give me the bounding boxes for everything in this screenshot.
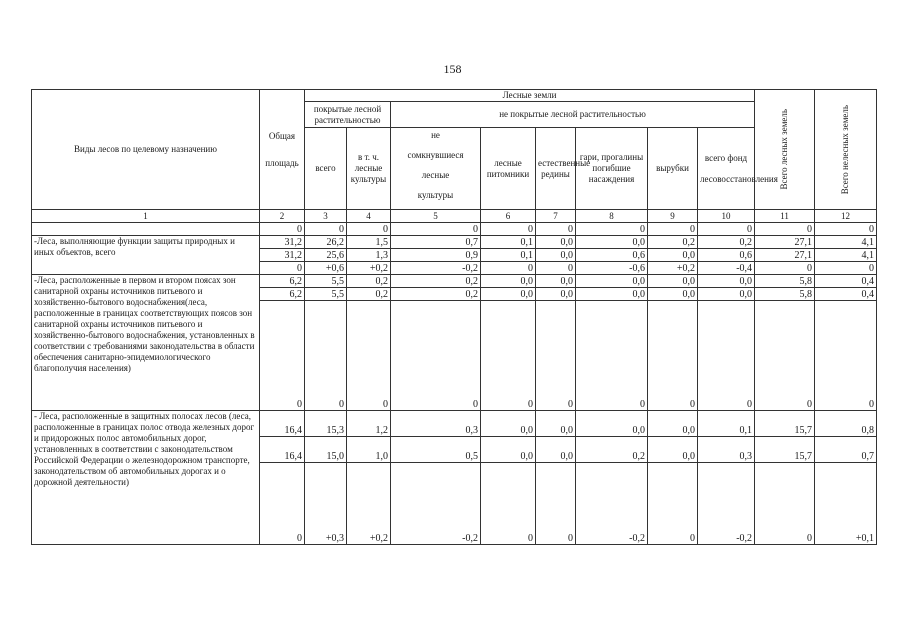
column-number: 7 xyxy=(536,210,576,223)
table-cell: 1,5 xyxy=(347,236,391,249)
col-all-header: всего xyxy=(305,128,347,210)
table-cell: 0 xyxy=(347,223,391,236)
table-cell: 0 xyxy=(576,301,648,411)
column-number: 12 xyxy=(815,210,877,223)
table-cell: -0,6 xyxy=(576,262,648,275)
table-cell: +0,1 xyxy=(815,463,877,545)
page-number: 158 xyxy=(443,62,462,76)
table-cell: 0,0 xyxy=(536,411,576,437)
column-number: 5 xyxy=(391,210,481,223)
table-cell: 1,2 xyxy=(347,411,391,437)
col-plantations-header: в т. ч. лесные культуры xyxy=(347,128,391,210)
table-cell: 0,2 xyxy=(698,236,755,249)
row-label: -Леса, расположенные в первом и втором поясах зон санитарной охраны источников питьевого и хозяйственно-бытового водоснабжения(леса, расположенные в границах соответствующих поясов зон санитарной охраны источников питьевого и хозяйственно-бытового водоснабжения, установленных в соответствии с требованиями законодательства в области обеспечения санитарно-эпидемиологического благополучия населения) xyxy=(32,275,260,411)
col-total-area-header: Общая площадь xyxy=(260,90,305,210)
table-cell: 0,0 xyxy=(576,236,648,249)
table-cell: 26,2 xyxy=(305,236,347,249)
table-cell: 0,2 xyxy=(391,275,481,288)
col-nurseries-header: лесные питомники xyxy=(481,128,536,210)
table-cell: 0,7 xyxy=(391,236,481,249)
table-cell: 15,0 xyxy=(305,437,347,463)
table-cell: 0 xyxy=(260,301,305,411)
table-cell: 0 xyxy=(536,301,576,411)
col-total-nonforest-header: Всего нелесных земель xyxy=(815,90,877,210)
table-cell: 0,7 xyxy=(815,437,877,463)
table-cell: 0 xyxy=(815,223,877,236)
table-cell: 0 xyxy=(347,301,391,411)
table-cell: 0,4 xyxy=(815,288,877,301)
table-cell: +0,2 xyxy=(648,262,698,275)
table-cell: 5,8 xyxy=(755,275,815,288)
table-cell: 0,6 xyxy=(698,249,755,262)
table-cell: 0 xyxy=(755,262,815,275)
table-cell: 0,0 xyxy=(648,249,698,262)
table-cell: 0,0 xyxy=(536,275,576,288)
table-row xyxy=(32,223,877,236)
table-cell: 31,2 xyxy=(260,249,305,262)
table-cell: +0,2 xyxy=(347,463,391,545)
table-cell: 0,5 xyxy=(391,437,481,463)
table-cell: 0 xyxy=(481,463,536,545)
col-nonclosed-header: не сомкнувшиеся лесные культуры xyxy=(391,128,481,210)
table-cell: +0,3 xyxy=(305,463,347,545)
table-cell: 0 xyxy=(755,223,815,236)
table-cell: 0 xyxy=(648,301,698,411)
table-cell: -0,2 xyxy=(391,262,481,275)
table-cell: 0,0 xyxy=(648,288,698,301)
table-cell: 31,2 xyxy=(260,236,305,249)
table-cell: 0 xyxy=(648,463,698,545)
table-cell: 0 xyxy=(755,301,815,411)
table-cell: 6,2 xyxy=(260,288,305,301)
table-cell: 0 xyxy=(536,223,576,236)
table-cell: 0 xyxy=(536,262,576,275)
table-cell: 0,0 xyxy=(536,236,576,249)
column-number: 11 xyxy=(755,210,815,223)
table-cell: 4,1 xyxy=(815,236,877,249)
col-total-forest-header: Всего лесных земель xyxy=(755,90,815,210)
table-cell: 0,0 xyxy=(698,275,755,288)
table-cell: 0,3 xyxy=(391,411,481,437)
table-cell: 0,0 xyxy=(648,275,698,288)
table-cell: 0 xyxy=(260,262,305,275)
row-label: -Леса, выполняющие функции защиты природных и иных объектов, всего xyxy=(32,236,260,275)
covered-header: покрытые лесной растительностью xyxy=(305,102,391,128)
table-cell: 0,2 xyxy=(347,275,391,288)
column-numbers-row xyxy=(32,210,877,223)
table-row xyxy=(32,411,877,437)
table-cell: 0,0 xyxy=(576,288,648,301)
table-cell: 15,7 xyxy=(755,437,815,463)
table-row xyxy=(32,275,877,288)
table-cell: 5,8 xyxy=(755,288,815,301)
table-cell: 0,2 xyxy=(347,288,391,301)
table-cell: 0,0 xyxy=(536,437,576,463)
table-cell: 27,1 xyxy=(755,249,815,262)
table-cell: 0 xyxy=(481,301,536,411)
table-cell: 0 xyxy=(698,223,755,236)
table-cell: 0,9 xyxy=(391,249,481,262)
table-cell: 0,2 xyxy=(576,437,648,463)
forest-lands-table xyxy=(31,89,877,545)
table-cell: +0,6 xyxy=(305,262,347,275)
table-cell: 0 xyxy=(260,223,305,236)
table-cell: 0 xyxy=(576,223,648,236)
column-number: 2 xyxy=(260,210,305,223)
table-cell: 15,3 xyxy=(305,411,347,437)
table-cell: 0 xyxy=(698,301,755,411)
column-number: 9 xyxy=(648,210,698,223)
table-cell: 1,3 xyxy=(347,249,391,262)
table-cell: 5,5 xyxy=(305,288,347,301)
table-cell: 0 xyxy=(536,463,576,545)
table-cell: 25,6 xyxy=(305,249,347,262)
table-cell: 0 xyxy=(260,463,305,545)
col-fund-header: всего фонд лесовосстановления xyxy=(698,128,755,210)
table-cell: 15,7 xyxy=(755,411,815,437)
table-row xyxy=(32,236,877,249)
table-cell: 0 xyxy=(648,223,698,236)
table-cell: +0,2 xyxy=(347,262,391,275)
table-cell: -0,2 xyxy=(576,463,648,545)
table-cell: 0 xyxy=(481,223,536,236)
table-cell: 0 xyxy=(391,301,481,411)
table-cell: 0,3 xyxy=(698,437,755,463)
table-cell: 27,1 xyxy=(755,236,815,249)
column-number: 1 xyxy=(32,210,260,223)
table-cell: 0,1 xyxy=(698,411,755,437)
table-cell: 16,4 xyxy=(260,411,305,437)
forest-lands-header: Лесные земли xyxy=(305,90,755,102)
col-glades-header: естественные редины xyxy=(536,128,576,210)
table-cell: -0,4 xyxy=(698,262,755,275)
table-cell: 0,1 xyxy=(481,236,536,249)
column-number: 10 xyxy=(698,210,755,223)
table-cell: 0,0 xyxy=(648,411,698,437)
table-cell: 0,0 xyxy=(481,288,536,301)
table-cell: 5,5 xyxy=(305,275,347,288)
table-cell: 0 xyxy=(755,463,815,545)
table-cell: 16,4 xyxy=(260,437,305,463)
table-cell: 0,0 xyxy=(576,275,648,288)
column-number: 8 xyxy=(576,210,648,223)
table-cell: 0,6 xyxy=(576,249,648,262)
table-cell: 0,0 xyxy=(481,437,536,463)
table-cell: 0 xyxy=(481,262,536,275)
col-cuttings-header: вырубки xyxy=(648,128,698,210)
table-cell: 0,2 xyxy=(391,288,481,301)
table-cell: 0,0 xyxy=(576,411,648,437)
table-cell: 0,0 xyxy=(481,411,536,437)
table-cell: 0,0 xyxy=(648,437,698,463)
not-covered-header: не покрытые лесной растительностью xyxy=(391,102,755,128)
table-cell: 0 xyxy=(305,301,347,411)
table-cell: 6,2 xyxy=(260,275,305,288)
column-number: 3 xyxy=(305,210,347,223)
table-cell: 1,0 xyxy=(347,437,391,463)
table-cell: 0 xyxy=(815,301,877,411)
column-number: 4 xyxy=(347,210,391,223)
table-cell: 0,0 xyxy=(536,288,576,301)
table-cell: 0 xyxy=(391,223,481,236)
col-burns-header: гари, прогалины погибшие насаждения xyxy=(576,128,648,210)
table-cell: 0,0 xyxy=(481,275,536,288)
table-cell: 0,0 xyxy=(698,288,755,301)
table-cell: 0,1 xyxy=(481,249,536,262)
table-cell: 0 xyxy=(305,223,347,236)
table-cell: 4,1 xyxy=(815,249,877,262)
table-cell: 0,8 xyxy=(815,411,877,437)
row-label: - Леса, расположенные в защитных полосах лесов (леса, расположенные в границах полос отвода железных дорог и придорожных полос автомобильных дорог, установленных в соответствии с законодательством Российской Федерации о железнодорожном транспорте, законодательством об автомобильных дорогах и о дорожной деятельности) xyxy=(32,411,260,545)
table-cell: 0,4 xyxy=(815,275,877,288)
table-cell: 0 xyxy=(815,262,877,275)
table-cell: -0,2 xyxy=(391,463,481,545)
table-cell: 0,2 xyxy=(648,236,698,249)
column-number: 6 xyxy=(481,210,536,223)
col-type-header: Виды лесов по целевому назначению xyxy=(32,90,260,210)
table-cell: 0,0 xyxy=(536,249,576,262)
table-cell: -0,2 xyxy=(698,463,755,545)
